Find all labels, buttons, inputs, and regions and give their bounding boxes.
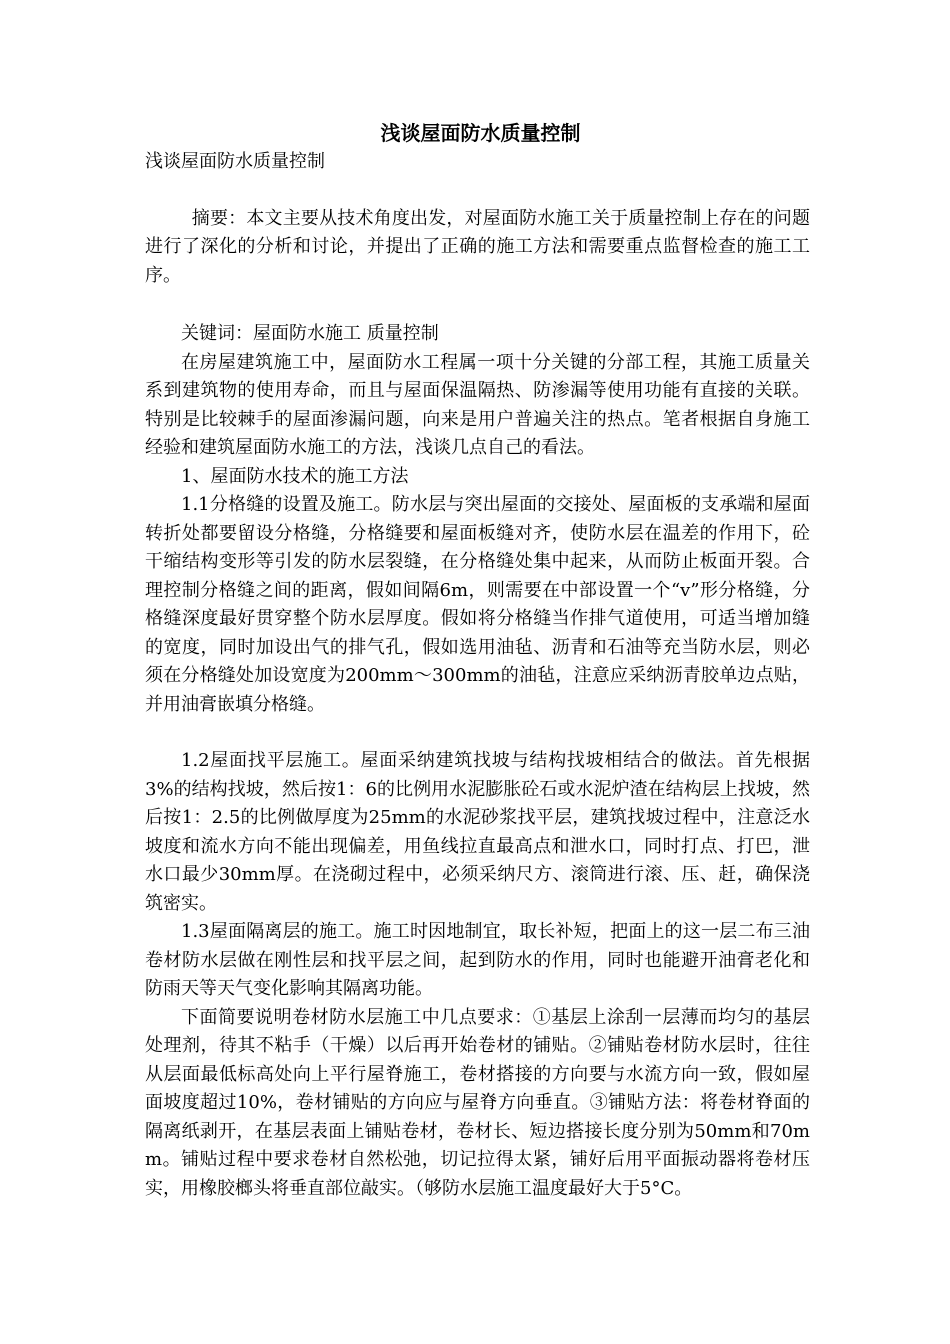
intro-paragraph: 在房屋建筑施工中，屋面防水工程属一项十分关键的分部工程，其施工质量关系到建筑物的使用寿命，而且与屋面保温隔热、防渗漏等使用功能有直接的关联。特别是比较棘手的屋面渗漏问题，向来是用户普遍关注的热点。笔者根据自身施工经验和建筑屋面防水施工的方法，浅谈几点自己的看法。 <box>145 351 810 458</box>
blank-line <box>145 290 810 320</box>
blank-line <box>145 719 810 747</box>
keywords-line: 关键词：屋面防水施工 质量控制 <box>181 323 439 344</box>
body-paragraph: 下面简要说明卷材防水层施工中几点要求：①基层上涂刮一层薄而均匀的基层处理剂，待其不粘手（干燥）以后再开始卷材的铺贴。②铺贴卷材防水层时，往往从层面最低标高处向上平行屋脊施工，卷材搭接的方向要与水流方向一致，假如屋面坡度超过10%，卷材铺贴的方向应与屋脊方向垂直。③铺贴方法：将卷材脊面的隔离纸剥开，在基层表面上铺贴卷材，卷材长、短边搭接长度分别为50mm和70mm。铺贴过程中要求卷材自然松弛，切记拉得太紧，铺好后用平面振动器将卷材压实，用橡胶榔头将垂直部位敲实。（够防水层施工温度最好大于5°C。 <box>145 1006 810 1199</box>
section-heading: 1、屋面防水技术的施工方法 <box>181 465 409 487</box>
document-page <box>145 118 810 1203</box>
body-paragraph: 1.2屋面找平层施工。屋面采纳建筑找坡与结构找坡相结合的做法。首先根据3%的结构找坡，然后按1：6的比例用水泥膨胀砼石或水泥炉渣在结构层上找坡，然后按1：2.5的比例做厚度为25mm的水泥砂浆找平层，建筑找坡过程中，注意泛水坡度和流水方向不能出现偏差，用鱼线拉直最高点和泄水口，同时打点、打巴，泄水口最少30mm厚。在浇砌过程中，必须采纳尺方、滚筒进行滚、压、赶，确保浇筑密实。 <box>145 750 810 914</box>
body-paragraph: 1.1分格缝的设置及施工。防水层与突出屋面的交接处、屋面板的支承端和屋面转折处都要留设分格缝，分格缝要和屋面板缝对齐，使防水层在温差的作用下，砼干缩结构变形等引发的防水层裂缝，在分格缝处集中起来，从而防止板面开裂。合理控制分格缝之间的距离，假如间隔6m，则需要在中部设置一个“v”形分格缝，分格缝深度最好贯穿整个防水层厚度。假如将分格缝当作排气道使用，可适当增加缝的宽度，同时加设出气的排气孔，假如选用油毡、沥青和石油等充当防水层，则必须在分格缝处加设宽度为200mm～300mm的油毡，注意应采纳沥青胶单边点贴，并用油膏嵌填分格缝。 <box>145 494 810 715</box>
document-subtitle: 浅谈屋面防水质量控制 <box>145 151 325 172</box>
blank-line <box>145 177 810 205</box>
abstract-paragraph: 摘要：本文主要从技术角度出发，对屋面防水施工关于质量控制上存在的问题进行了深化的分析和讨论，并提出了正确的施工方法和需要重点监督检查的施工工序。 <box>145 207 810 286</box>
body-paragraph: 1.3屋面隔离层的施工。施工时因地制宜，取长补短，把面上的这一层二布三油卷材防水层做在刚性层和找平层之间，起到防水的作用，同时也能避开油膏老化和防雨天等天气变化影响其隔离功能。 <box>145 921 810 999</box>
document-title: 浅谈屋面防水质量控制 <box>380 121 581 145</box>
